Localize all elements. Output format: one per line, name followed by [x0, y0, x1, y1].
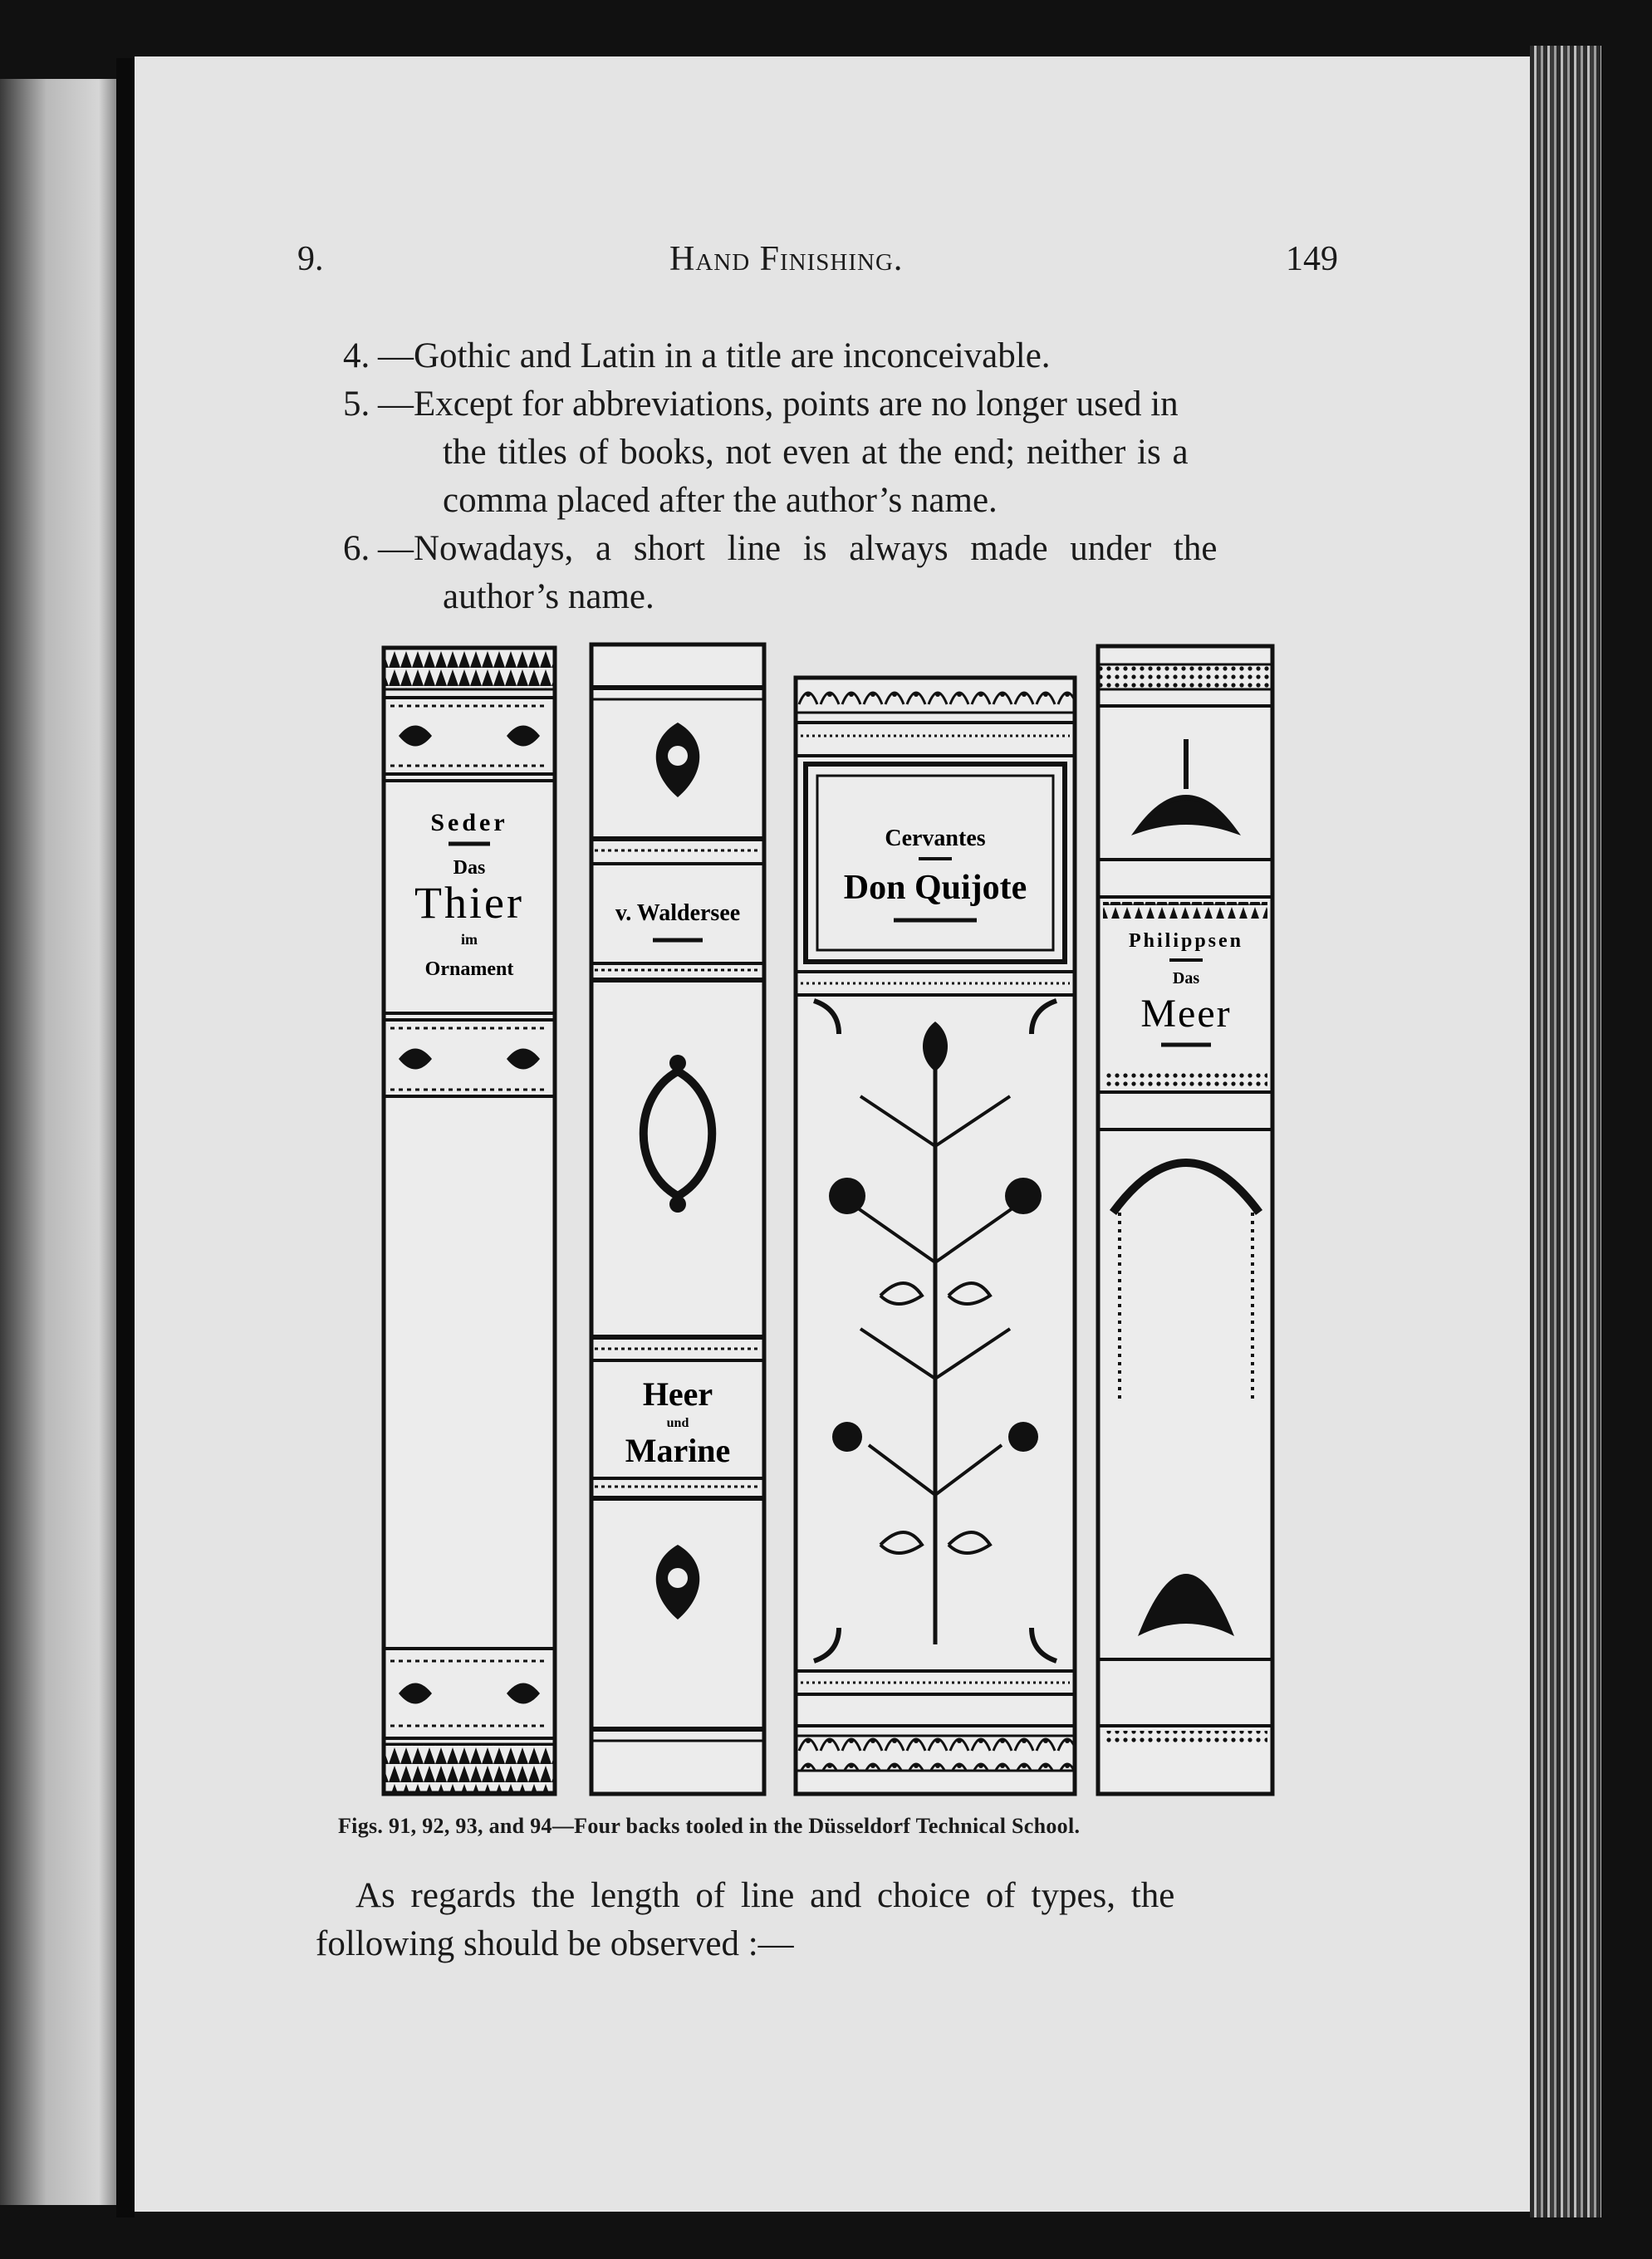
spine-seder-author: Seder [430, 809, 508, 836]
spine-waldersee-title-heer: Heer [642, 1375, 713, 1413]
rule-5-text-line3: comma placed after the author’s name. [443, 481, 998, 520]
rule-4-text: —Gothic and Latin in a title are inconceivable. [378, 336, 1051, 375]
spine-seder-title-im: im [461, 931, 478, 948]
spine-waldersee [591, 644, 764, 1794]
rule-4-number: 4. [343, 336, 370, 375]
spine-cervantes-author: Cervantes [885, 826, 986, 851]
spine-waldersee-title-marine: Marine [625, 1432, 731, 1469]
paragraph-line1: As regards the length of line and choice of types, the [355, 1876, 1175, 1915]
figure-caption: Figs. 91, 92, 93, and 94—Four backs tooled in the Düsseldorf Technical School. [338, 1814, 1081, 1838]
paragraph-line2: following should be observed :— [316, 1924, 794, 1963]
rule-5-text-line1: —Except for abbreviations, points are no longer used in [378, 385, 1179, 424]
spine-waldersee-title-und: und [666, 1416, 689, 1430]
spine-waldersee-author: v. Waldersee [615, 900, 741, 926]
spine-philippsen-title-das: Das [1172, 969, 1200, 987]
facing-page-edge [0, 79, 116, 2205]
rule-6-text-line2: author’s name. [443, 577, 654, 616]
page-stack-edge [1530, 46, 1601, 2217]
page-number: 149 [1286, 240, 1338, 278]
spine-seder-title-ornament: Ornament [424, 958, 514, 980]
spine-philippsen-author: Philippsen [1128, 930, 1244, 952]
spine-seder [384, 648, 555, 1794]
rule-6-text-line1: —Nowadays, a short line is always made under the [378, 529, 1218, 568]
spine-philippsen-title-meer: Meer [1140, 992, 1232, 1036]
spine-philippsen [1098, 646, 1272, 1794]
spine-cervantes-title: Don Quijote [843, 869, 1027, 907]
rule-5-text-line2: the titles of books, not even at the end; neither is a [443, 433, 1189, 472]
book-spines-figure [365, 631, 1312, 1802]
spine-cervantes [796, 678, 1075, 1794]
spine-seder-title-das: Das [453, 857, 486, 879]
rule-6-number: 6. [343, 529, 370, 568]
spine-seder-title-thier: Thier [414, 878, 524, 928]
book-gutter [116, 58, 135, 2217]
rule-5-number: 5. [343, 385, 370, 424]
section-number: 9. [297, 240, 324, 278]
running-title: Hand Finishing. [669, 240, 904, 278]
